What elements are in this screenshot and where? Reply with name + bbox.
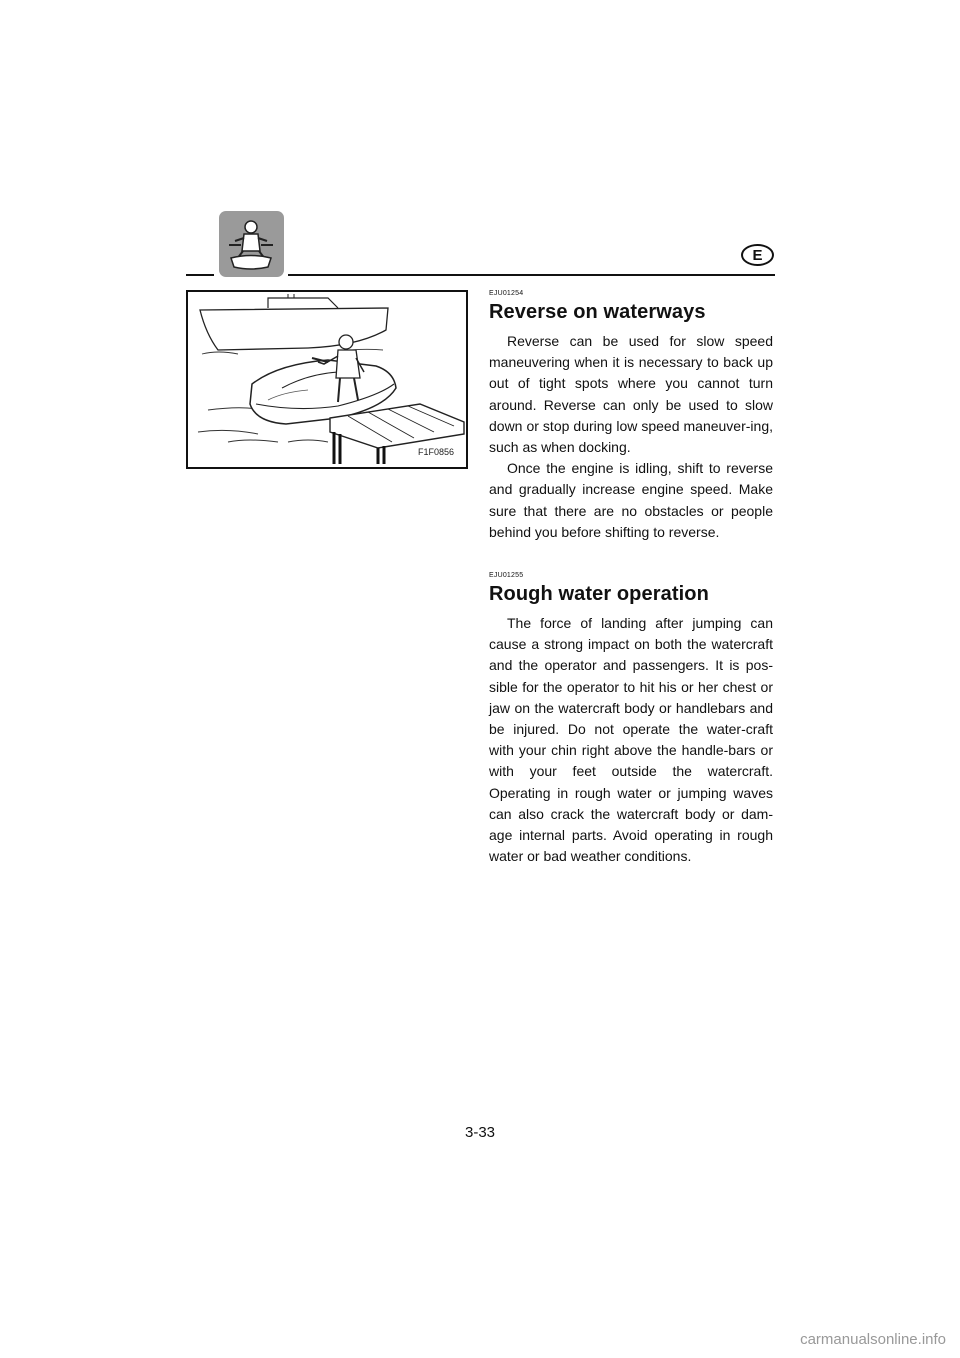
paragraph: Reverse can be used for slow speed maneuvering when it is necessary to back up out of tight spots where you cannot turn around. Reverse can only be used to slow down or stop during low speed maneuver-ing, such as when docking.: [489, 333, 773, 456]
header-rule-left: [186, 274, 214, 276]
paragraph: Once the engine is idling, shift to reverse and gradually increase engine speed. Make sure that there are no obstacles or people behind you before shifting to reverse.: [489, 460, 773, 540]
section-title: Reverse on waterways: [489, 301, 706, 323]
personal-watercraft-rider-icon: [219, 211, 284, 277]
header-rule-right: [288, 274, 775, 276]
paragraph: The force of landing after jumping can cause a strong impact on both the watercraft and the operator and passengers. It is pos-sible for the operator to hit his or her chest or jaw on the watercraft body or handlebars and be injured. Do not operate the water-craft with your chin right above the handle-bars or with your feet outside the watercraft. Operating in rough water or jumping waves can also crack the watercraft body or dam-age internal parts. Avoid operating in rough water or bad weather conditions.: [489, 615, 773, 865]
language-badge: E: [741, 244, 774, 266]
section-reverse: [489, 290, 773, 543]
figure-code: F1F0856: [417, 447, 454, 457]
main-text-column: [489, 286, 773, 867]
watercraft-docking-illustration: [186, 290, 468, 469]
section-title: Rough water operation: [489, 583, 709, 606]
watermark: carmanualsonline.info: [800, 1331, 946, 1348]
section-code: EJU01255: [489, 572, 524, 580]
page-number: 3-33: [464, 1124, 496, 1141]
section-rough-water: [489, 572, 773, 867]
section-code: EJU01254: [489, 290, 524, 297]
